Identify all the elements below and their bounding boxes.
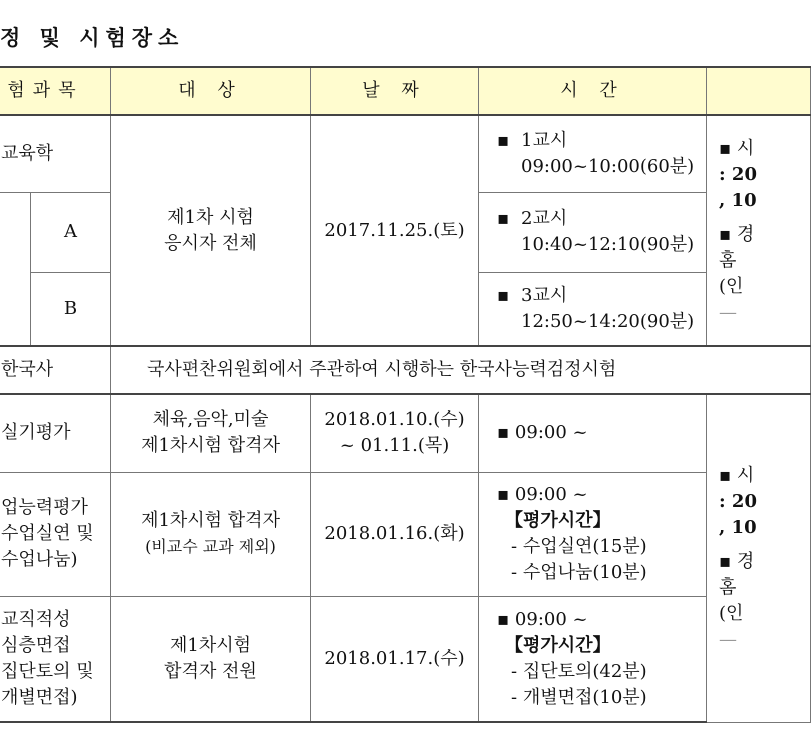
table-header-row [0,67,811,115]
place-line: 홈 [719,249,737,271]
subject-line: 업능력평가 [1,497,88,518]
target-line: 합격자 전원 [164,660,257,682]
second-date [311,596,479,722]
written-target-line2: 응시자 전체 [164,232,257,254]
header-time: 시 간 [479,67,707,115]
place-line: : 20 [719,491,757,513]
period-1 [479,115,707,192]
second-date [311,472,479,596]
second-subject [0,596,111,722]
place-line: (인 [719,603,744,625]
section-heading: 정 및 시험장소 [0,25,185,50]
period-name: 1교시 [521,129,568,151]
subject-line: 심층면접 [1,634,71,656]
header-date: 날 짜 [311,67,479,115]
header-subject: 험과목 [0,67,111,115]
place-line: ▪ 시 [719,137,755,159]
table-row [0,472,811,596]
target-line: 제1차시험 합격자 [141,435,280,457]
period-3 [479,272,707,346]
time-line: ▪ 09:00 ~ [497,608,588,630]
place-line: , 10 [719,517,757,539]
subject-line: 수업나눔) [1,549,78,570]
table-row [0,394,811,472]
bullet-icon: ▪ [497,129,510,151]
header-target: 대 상 [111,67,311,115]
target-line: (비교수 교과 제외) [145,537,276,556]
place-line: ▪ 경 [719,223,755,245]
place-line: ▪ 경 [719,551,755,573]
schedule-table-wrapper [0,66,757,726]
second-time [479,472,707,596]
period-2 [479,192,707,272]
place-line: (인 [719,275,744,297]
subject-major-b: B [31,272,111,346]
written-target-line1: 제1차 시험 [167,206,254,228]
target-line: 제1차시험 합격자 [141,510,280,531]
period-time: 12:50~14:20(90분) [521,310,695,332]
second-date [311,394,479,472]
period-time: 09:00~10:00(60분) [521,155,695,177]
table-row [0,115,811,192]
header-place [707,67,811,115]
subject-line: 개별면접) [1,686,78,708]
time-line: - 개별면접(10분) [511,686,647,708]
table-row [0,596,811,722]
second-time [479,394,707,472]
date-line: 2018.01.17.(수) [324,647,465,669]
subject-line: 교직적성 [1,608,71,630]
second-target [111,596,311,722]
subject-history: 한국사 [0,346,111,394]
place-line: : 20 [719,163,757,185]
place-line: — [719,629,738,651]
time-line: ▪ 09:00 ~ [497,484,588,505]
subject-major-a: A [31,192,111,272]
target-line: 제1차시험 [170,634,252,656]
date-line: ~ 01.11.(목) [339,435,450,457]
subject-line: 실기평가 [1,422,71,444]
written-place [707,115,811,346]
period-name: 2교시 [521,208,568,229]
written-target [111,115,311,346]
subject-line: 집단토의 및 [1,660,94,682]
bullet-icon: ▪ [497,208,510,229]
history-note: 국사편찬위원회에서 주관하여 시행하는 한국사능력검정시험 [111,346,811,394]
date-line: 2018.01.16.(화) [324,523,465,544]
time-line: - 수업나눔(10분) [511,562,647,583]
second-place [707,394,811,722]
place-line: — [719,301,738,323]
time-line: 【평가시간】 [505,510,611,531]
place-line: 홈 [719,577,737,599]
second-target [111,472,311,596]
second-target [111,394,311,472]
second-time [479,596,707,722]
second-subject [0,394,111,472]
bullet-icon: ▪ [497,284,510,306]
place-line: ▪ 시 [719,465,755,487]
period-name: 3교시 [521,284,568,306]
time-line: - 수업실연(15분) [511,536,647,557]
second-subject [0,472,111,596]
subject-major [0,192,31,346]
schedule-table [0,66,811,723]
written-date: 2017.11.25.(토) [311,115,479,346]
target-line: 체육,음악,미술 [152,409,269,431]
time-line: 【평가시간】 [505,634,611,656]
place-line: , 10 [719,189,757,211]
time-line: - 집단토의(42분) [511,660,647,682]
date-line: 2018.01.10.(수) [324,409,465,431]
time-line: ▪ 09:00 ~ [497,422,588,444]
subject-line: 수업실연 및 [1,523,94,544]
period-time: 10:40~12:10(90분) [521,234,695,255]
table-row [0,346,811,394]
subject-education: 교육학 [0,115,111,192]
